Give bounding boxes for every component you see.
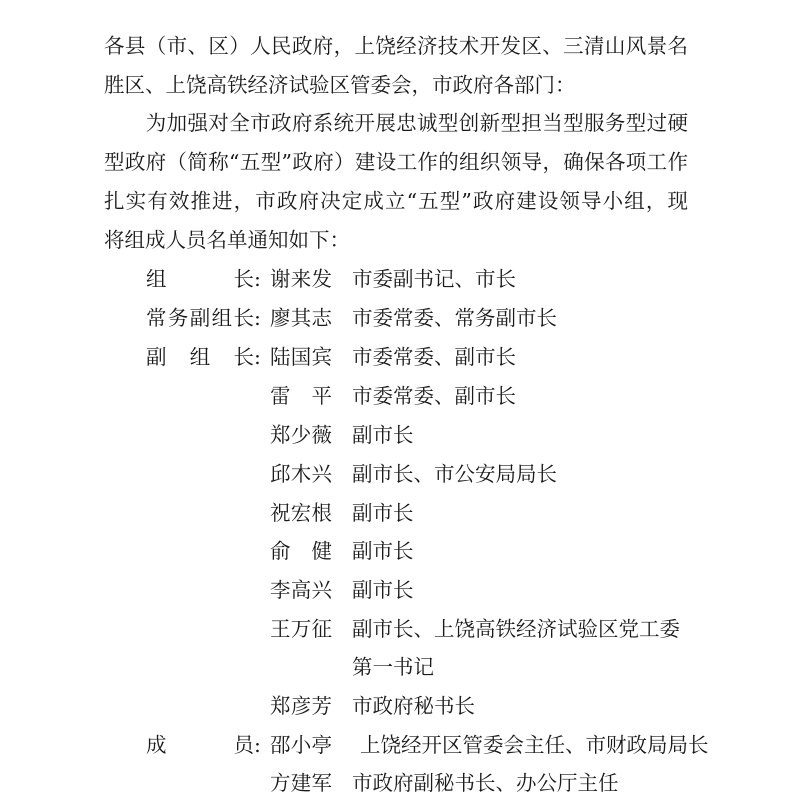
member-post: 市委常委、常务副市长 — [352, 306, 557, 330]
member-name: 祝宏根 — [270, 501, 332, 525]
member-post: 副市长 — [352, 423, 414, 447]
role-label-leader: 组长 — [146, 267, 254, 291]
member-post: 市委常委、副市长 — [352, 345, 516, 369]
member-name: 陆国宾 — [270, 345, 332, 369]
body-line-1: 为加强对全市政府系统开展忠诚型创新型担当型服务型过硬 — [104, 111, 688, 135]
member-post: 市委副书记、市长 — [352, 267, 516, 291]
member-name: 郑彦芳 — [270, 694, 332, 718]
member-post: 市委常委、副市长 — [352, 384, 516, 408]
member-post: 副市长、市公安局局长 — [352, 462, 557, 486]
role-label-deputy: 副组长 — [146, 345, 254, 369]
body-line-2: 型政府（简称“五型”政府）建设工作的组织领导，确保各项工作 — [104, 150, 688, 174]
role-colon: : — [254, 306, 261, 330]
member-name: 邱木兴 — [270, 462, 332, 486]
member-post: 副市长 — [352, 539, 414, 563]
member-post: 市政府副秘书长、办公厅主任 — [352, 771, 619, 795]
member-name: 谢来发 — [270, 267, 332, 291]
member-post-continued: 第一书记 — [352, 655, 434, 679]
body-line-3: 扎实有效推进，市政府决定成立“五型”政府建设领导小组，现 — [104, 189, 688, 213]
member-name: 雷平 — [270, 384, 332, 408]
role-label-members: 成员 — [146, 733, 254, 757]
addressee-line-2: 胜区、上饶高铁经济试验区管委会，市政府各部门： — [104, 73, 576, 97]
member-post: 副市长 — [352, 501, 414, 525]
member-name: 廖其志 — [270, 306, 332, 330]
member-name: 王万征 — [270, 617, 332, 641]
member-name: 俞健 — [270, 539, 332, 563]
member-post: 副市长、上饶高铁经济试验区党工委 — [352, 617, 680, 641]
body-line-4: 将组成人员名单通知如下： — [104, 228, 350, 252]
role-label-executive-deputy: 常务副组长 — [146, 306, 254, 330]
member-name: 郑少薇 — [270, 423, 332, 447]
role-colon: : — [254, 267, 261, 291]
member-name: 方建军 — [270, 771, 332, 795]
role-colon: : — [254, 345, 261, 369]
member-post: 副市长 — [352, 578, 414, 602]
member-post: 市政府秘书长 — [352, 694, 475, 718]
member-name: 邵小亭 — [270, 733, 332, 757]
member-name: 李高兴 — [270, 578, 332, 602]
role-colon: : — [254, 733, 261, 757]
addressee-line-1: 各县（市、区）人民政府，上饶经济技术开发区、三清山风景名 — [104, 34, 688, 58]
member-post: 上饶经开区管委会主任、市财政局局长 — [360, 733, 709, 757]
